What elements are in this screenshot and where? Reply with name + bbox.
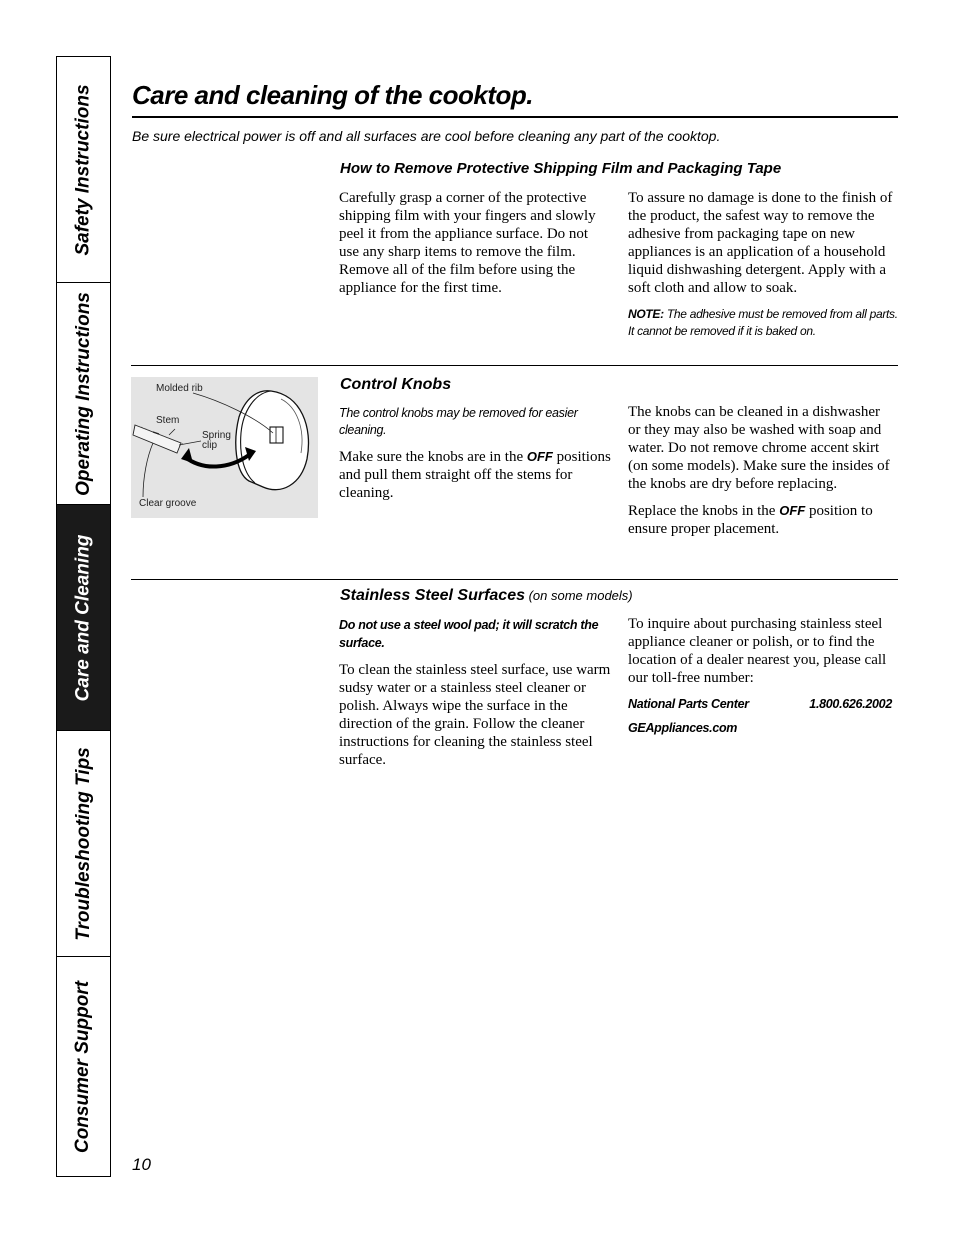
section-divider [131, 579, 898, 580]
tab-care-and-cleaning[interactable] [57, 505, 110, 731]
film-left-column [339, 189, 611, 306]
stainless-heading: Stainless Steel Surfaces (on some models) [340, 587, 633, 604]
stainless-warning: Do not use a steel wool pad; it will scratch the surface. [339, 618, 599, 650]
control-knob-diagram [131, 377, 318, 518]
knobs-cleaning-text: The knobs can be cleaned in a dishwasher or they may also be washed with soap and water. Do not remove chrome accent skirt (on some models). Make sure the insides of the knobs are dry before replacing. [628, 404, 890, 492]
knobs-instructions: Make sure the knobs are in the OFF positions and pull them straight off the stems for cleaning. [339, 449, 611, 501]
note-label: NOTE: [628, 307, 664, 321]
stainless-heading-sub: (on some models) [524, 588, 633, 603]
section-divider [131, 365, 898, 366]
title-rule [132, 116, 898, 118]
label-clear-groove: Clear groove [139, 498, 197, 509]
stainless-cleaning-text: To clean the stainless steel surface, use warm sudsy water or a stainless steel cleaner or polish. Always wipe the surface in the direction of the grain. Follow the cleaner instructions for cleaning the stainless steel surface. [339, 662, 611, 768]
knobs-heading: Control Knobs [340, 376, 452, 393]
contact-name: National Parts Center [628, 697, 749, 711]
film-right-text: To assure no damage is done to the finish of the product, the safest way to remove the adhesive from packaging tape on new appliances is an application of a household liquid dishwashing detergent. Apply with a soft cloth and allow to soak. [628, 190, 893, 296]
page-number: 10 [132, 1155, 151, 1174]
note-text: The adhesive must be removed from all parts. It cannot be removed if it is baked on. [628, 307, 898, 338]
tab-consumer-support[interactable] [57, 957, 110, 1176]
knobs-replace-text: Replace the knobs in the OFF position to ensure proper placement. [628, 503, 873, 537]
contact-phone[interactable]: 1.800.626.2002 [809, 697, 892, 711]
tab-operating-instructions[interactable] [57, 283, 110, 505]
label-molded-rib: Molded rib [156, 383, 203, 394]
tab-safety-instructions[interactable] [57, 57, 110, 283]
film-left-text: Carefully grasp a corner of the protective shipping film with your fingers and slowly peel it from the appliance surface. Do not use any sharp items to remove the film. Remove all of the film before using the appliance for the first time. [339, 190, 596, 296]
parts-center-contact [628, 696, 892, 712]
film-right-column [628, 189, 898, 349]
contact-website[interactable]: GEAppliances.com [628, 721, 738, 735]
section-tabs [56, 56, 111, 1177]
knobs-left-column [339, 405, 611, 511]
knobs-intro: The control knobs may be removed for easier cleaning. [339, 406, 578, 437]
label-stem: Stem [156, 415, 180, 426]
page-subtitle: Be sure electrical power is off and all surfaces are cool before cleaning any part of the cooktop. [132, 128, 721, 144]
tab-label: Troubleshooting Tips [72, 746, 94, 941]
knobs-right-column [628, 403, 896, 547]
tab-troubleshooting-tips[interactable] [57, 731, 110, 957]
label-clip: clip [202, 440, 218, 451]
tab-label: Safety Instructions [72, 83, 94, 256]
stainless-inquiry-text: To inquire about purchasing stainless steel appliance cleaner or polish, or to find the location of a dealer nearest you, please call our toll-free number: [628, 616, 887, 686]
stainless-right-column [628, 615, 896, 736]
film-heading: How to Remove Protective Shipping Film and Packaging Tape [340, 160, 782, 177]
off-keyword: OFF [779, 503, 806, 518]
label-spring: Spring [202, 430, 231, 441]
knob-illustration [131, 377, 318, 518]
tab-label: Care and Cleaning [72, 534, 94, 701]
stainless-left-column [339, 616, 611, 778]
tab-label: Operating Instructions [72, 291, 94, 496]
film-note [628, 306, 898, 340]
off-keyword: OFF [526, 449, 553, 464]
page-title: Care and cleaning of the cooktop. [132, 80, 533, 110]
tab-label: Consumer Support [72, 980, 94, 1153]
